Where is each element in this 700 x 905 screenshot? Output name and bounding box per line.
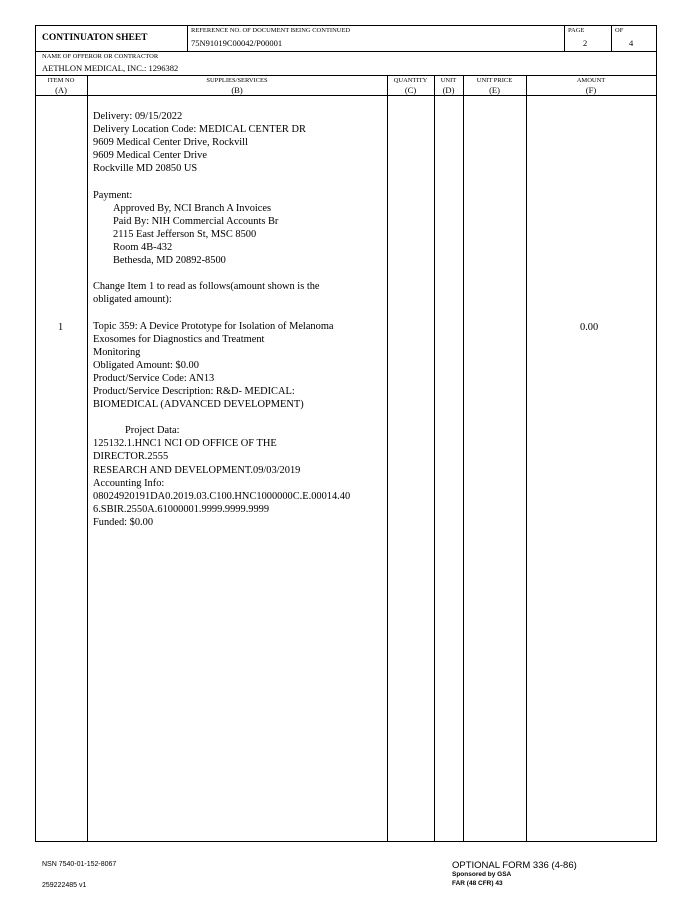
footer-nsn: NSN 7540-01-152-8067 xyxy=(42,861,117,868)
column-header-letter: (A) xyxy=(55,84,67,95)
footer-doc-id: 259222485 v1 xyxy=(42,882,87,889)
column-header-letter: (F) xyxy=(585,84,597,95)
table-right-border xyxy=(656,25,657,841)
column-divider-d xyxy=(463,75,464,841)
item-description-line: Product/Service Code: AN13 xyxy=(93,372,215,384)
payment-line: 2115 East Jefferson St, MSC 8500 xyxy=(113,228,257,240)
payment-line: Approved By, NCI Branch A Invoices xyxy=(113,202,272,214)
column-header-divider xyxy=(35,95,656,96)
column-header-letter: (B) xyxy=(231,84,243,95)
column-header-letter: (E) xyxy=(489,84,500,95)
sheet-title: CONTINUATON SHEET xyxy=(42,33,148,43)
item-amount: 0.00 xyxy=(580,322,599,333)
column-divider-c xyxy=(434,75,435,841)
of-label: OF xyxy=(615,27,624,34)
spacer xyxy=(93,175,385,188)
column-header-quantity xyxy=(387,77,434,95)
payment-line: Room 4B-432 xyxy=(113,241,173,253)
column-divider-e xyxy=(526,75,527,841)
column-header-unit-price xyxy=(463,77,526,95)
item-description-line: Monitoring xyxy=(93,346,141,358)
supplies-services-text xyxy=(93,110,385,529)
change-line: Change Item 1 to read as follows(amount shown is the xyxy=(93,281,320,293)
item-description-line: Topic 359: A Device Prototype for Isolation of Melanoma xyxy=(93,320,334,332)
column-header-letter: (C) xyxy=(404,84,417,95)
column-header-label: AMOUNT xyxy=(576,77,606,84)
page-value: 2 xyxy=(583,38,588,48)
table-left-border xyxy=(35,25,36,841)
column-header-label: ITEM NO xyxy=(47,77,75,84)
header-of-divider xyxy=(611,25,612,51)
item-number: 1 xyxy=(58,322,64,333)
change-line: obligated amount): xyxy=(93,294,172,306)
delivery-line: Rockville MD 20850 US xyxy=(93,163,198,175)
column-header-letter: (D) xyxy=(442,84,455,95)
column-header-item-no xyxy=(35,77,87,95)
table-bottom-border xyxy=(35,841,657,842)
project-line: Accounting Info: xyxy=(93,477,165,489)
delivery-line: 9609 Medical Center Drive, Rockvill xyxy=(93,137,248,149)
column-header-label: UNIT xyxy=(440,77,457,84)
column-header-unit xyxy=(434,77,463,95)
offeror-label: NAME OF OFFEROR OR CONTRACTOR xyxy=(42,53,159,60)
item-description-line: BIOMEDICAL (ADVANCED DEVELOPMENT) xyxy=(93,399,304,411)
header-top-border xyxy=(35,25,656,26)
project-line: 125132.1.HNC1 NCI OD OFFICE OF THE xyxy=(93,438,277,450)
project-line: 6.SBIR.2550A.61000001.9999.9999.9999 xyxy=(93,503,270,515)
payment-title: Payment: xyxy=(93,189,133,201)
item-description-line: Product/Service Description: R&D- MEDICAL: xyxy=(93,385,295,397)
delivery-line: Delivery: 09/15/2022 xyxy=(93,111,183,122)
of-value: 4 xyxy=(629,38,634,48)
offeror-divider xyxy=(35,75,656,76)
column-header-supplies xyxy=(87,77,387,95)
page-label: PAGE xyxy=(568,27,585,34)
footer-sponsor: Sponsored by GSA xyxy=(452,871,512,878)
delivery-line: 9609 Medical Center Drive xyxy=(93,150,207,162)
spacer xyxy=(93,411,385,424)
delivery-line: Delivery Location Code: MEDICAL CENTER DR xyxy=(93,124,306,136)
project-line: Funded: $0.00 xyxy=(93,516,154,528)
column-divider-a xyxy=(87,75,88,841)
column-header-amount xyxy=(526,77,656,95)
project-line: 08024920191DA0.2019.03.C100.HNC1000000C.E.00014.40 xyxy=(93,490,351,502)
column-header-label: UNIT PRICE xyxy=(476,77,513,84)
payment-line: Bethesda, MD 20892-8500 xyxy=(113,255,226,267)
header-ref-divider xyxy=(187,25,188,51)
footer-far: FAR (48 CFR) 43 xyxy=(452,880,503,887)
item-description-line: Exosomes for Diagnostics and Treatment xyxy=(93,333,265,345)
column-header-label: QUANTITY xyxy=(393,77,428,84)
column-divider-b xyxy=(387,75,388,841)
spacer xyxy=(93,306,385,319)
project-line: RESEARCH AND DEVELOPMENT.09/03/2019 xyxy=(93,464,301,476)
column-header-label: SUPPLIES/SERVICES xyxy=(206,77,268,84)
header-page-divider xyxy=(564,25,565,51)
footer-form-name: OPTIONAL FORM 336 (4-86) xyxy=(452,860,577,871)
project-line: DIRECTOR.2555 xyxy=(93,451,169,463)
payment-line: Paid By: NIH Commercial Accounts Br xyxy=(113,215,279,227)
offeror-value: AETHLON MEDICAL, INC.: 1296382 xyxy=(42,63,179,73)
reference-label: REFERENCE NO. OF DOCUMENT BEING CONTINUED xyxy=(191,27,351,34)
project-title: Project Data: xyxy=(125,425,180,437)
reference-value: 75N91019C00042/P00001 xyxy=(191,38,283,48)
item-description-line: Obligated Amount: $0.00 xyxy=(93,359,199,371)
header-divider xyxy=(35,51,656,52)
spacer xyxy=(93,267,385,280)
